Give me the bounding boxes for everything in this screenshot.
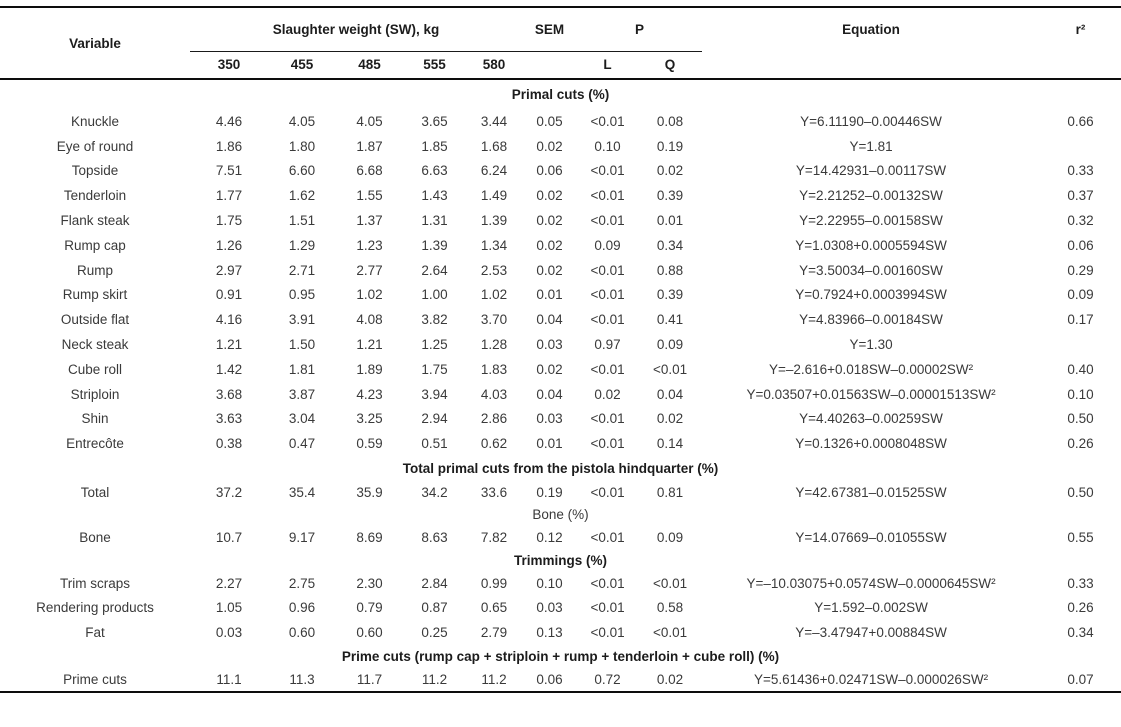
r2-cell: 0.17 xyxy=(1067,312,1094,328)
variable-cell: Total xyxy=(80,485,110,501)
value-485-cell: 35.9 xyxy=(356,485,383,501)
table-row xyxy=(0,159,1121,184)
value-485-cell: 4.08 xyxy=(356,312,383,328)
value-455-cell: 9.17 xyxy=(288,529,316,545)
equation-cell: Y=1.81 xyxy=(849,138,893,154)
value-555-cell: 11.2 xyxy=(403,667,466,692)
value-485-cell: 1.37 xyxy=(356,213,383,229)
sem-cell: 0.06 xyxy=(522,667,577,692)
value-350-cell: 1.26 xyxy=(215,237,243,253)
value-485-cell: 1.23 xyxy=(356,237,383,253)
value-485-cell: 1.02 xyxy=(356,287,383,303)
column-header-sw-485: 485 xyxy=(336,51,403,79)
r2-cell: 0.55 xyxy=(1067,529,1094,545)
r2-cell: 0.09 xyxy=(1067,287,1094,303)
p-linear-cell: <0.01 xyxy=(590,188,625,204)
value-555-cell: 3.94 xyxy=(421,386,448,402)
equation-cell: Y=5.61436+0.02471SW–0.000026SW² xyxy=(702,667,1040,692)
variable-cell: Rump cap xyxy=(64,237,126,253)
variable-cell: Prime cuts xyxy=(0,667,190,692)
p-quadratic-cell: 0.02 xyxy=(638,667,702,692)
value-350-cell: 0.03 xyxy=(215,625,243,641)
results-table xyxy=(0,6,1121,693)
sem-cell: 0.02 xyxy=(536,188,563,204)
value-485-cell: 4.05 xyxy=(356,113,383,129)
value-580-cell: 3.70 xyxy=(480,312,508,328)
value-555-cell: 0.51 xyxy=(421,436,448,452)
value-485-cell: 0.79 xyxy=(356,600,383,616)
section-title: Total primal cuts from the pistola hindquarter (%) xyxy=(402,460,719,476)
sem-cell: 0.02 xyxy=(536,213,563,229)
p-linear-cell: <0.01 xyxy=(590,600,625,616)
column-header-sem: SEM xyxy=(522,7,577,51)
p-linear-cell: <0.01 xyxy=(590,436,625,452)
p-linear-cell: 0.10 xyxy=(594,138,621,154)
value-455-cell: 1.62 xyxy=(288,188,316,204)
value-350-cell: 4.16 xyxy=(215,312,243,328)
p-linear-cell: <0.01 xyxy=(590,312,625,328)
value-350-cell: 37.2 xyxy=(215,485,243,501)
table-body xyxy=(0,79,1121,692)
p-quadratic-cell: 0.58 xyxy=(656,600,684,616)
sem-cell: 0.19 xyxy=(536,485,563,501)
variable-cell: Rump skirt xyxy=(62,287,128,303)
table-row xyxy=(0,407,1121,432)
value-455-cell: 3.04 xyxy=(288,411,316,427)
variable-cell: Bone xyxy=(79,529,111,545)
p-linear-cell: <0.01 xyxy=(590,163,625,179)
p-quadratic-cell: 0.41 xyxy=(656,312,684,328)
value-350-cell: 2.27 xyxy=(215,575,243,591)
value-350-cell: 7.51 xyxy=(215,163,243,179)
column-header-sw-555: 555 xyxy=(403,51,466,79)
sem-cell: 0.03 xyxy=(536,411,563,427)
value-350-cell: 1.21 xyxy=(215,337,243,353)
section-header-row xyxy=(0,79,1121,109)
value-580-cell: 2.53 xyxy=(480,262,508,278)
value-555-cell: 2.84 xyxy=(421,575,448,591)
section-header-row xyxy=(0,550,1121,571)
variable-cell: Striploin xyxy=(70,386,120,402)
section-header-row xyxy=(0,645,1121,667)
value-580-cell: 4.03 xyxy=(480,386,508,402)
sem-cell: 0.13 xyxy=(536,625,563,641)
value-555-cell: 3.65 xyxy=(421,113,448,129)
value-350-cell: 4.46 xyxy=(215,113,243,129)
sem-cell: 0.01 xyxy=(536,287,563,303)
value-485-cell: 8.69 xyxy=(356,529,383,545)
variable-cell: Fat xyxy=(85,625,105,641)
value-485-cell: 2.77 xyxy=(356,262,383,278)
sem-cell: 0.02 xyxy=(536,138,563,154)
header-row-groups xyxy=(0,7,1121,51)
section-header-row xyxy=(0,505,1121,525)
equation-cell: Y=2.21252–0.00132SW xyxy=(799,188,943,204)
value-580-cell: 0.99 xyxy=(480,575,508,591)
p-linear-cell: <0.01 xyxy=(590,113,625,129)
column-header-equation: Equation xyxy=(842,22,900,37)
column-header-r2-spacer xyxy=(1040,51,1121,79)
value-350-cell: 1.05 xyxy=(215,600,243,616)
value-555-cell: 8.63 xyxy=(421,529,448,545)
value-350-cell: 2.97 xyxy=(215,262,243,278)
value-580-cell: 1.68 xyxy=(480,138,508,154)
equation-cell: Y=14.42931–0.00117SW xyxy=(795,163,947,179)
r2-cell: 0.50 xyxy=(1067,485,1094,501)
value-580-cell: 2.86 xyxy=(480,411,508,427)
value-580-cell: 1.39 xyxy=(480,213,508,229)
p-quadratic-cell: <0.01 xyxy=(652,625,688,641)
value-555-cell: 2.94 xyxy=(421,411,448,427)
r2-cell: 0.66 xyxy=(1067,113,1094,129)
value-455-cell: 0.95 xyxy=(288,287,316,303)
value-485-cell: 6.68 xyxy=(356,163,383,179)
table-row xyxy=(0,480,1121,505)
value-580-cell: 7.82 xyxy=(480,529,508,545)
value-580-cell: 6.24 xyxy=(480,163,508,179)
equation-cell: Y=4.40263–0.00259SW xyxy=(799,411,943,427)
r2-cell: 0.26 xyxy=(1067,600,1094,616)
r2-cell: 0.33 xyxy=(1067,575,1094,591)
equation-cell: Y=42.67381–0.01525SW xyxy=(795,485,947,501)
equation-cell: Y=1.0308+0.0005594SW xyxy=(795,237,947,253)
p-quadratic-cell: 0.81 xyxy=(656,485,684,501)
value-455-cell: 1.80 xyxy=(288,138,316,154)
equation-cell: Y=2.22955–0.00158SW xyxy=(799,213,943,229)
value-455-cell: 2.71 xyxy=(288,262,316,278)
equation-cell: Y=–2.616+0.018SW–0.00002SW² xyxy=(768,361,974,377)
section-title: Bone (%) xyxy=(532,507,589,523)
value-485-cell: 11.7 xyxy=(336,667,403,692)
value-455-cell: 0.60 xyxy=(288,625,316,641)
p-linear-cell: <0.01 xyxy=(590,625,625,641)
variable-cell: Topside xyxy=(71,163,119,179)
equation-cell: Y=6.11190–0.00446SW xyxy=(800,113,942,129)
r2-cell: 0.07 xyxy=(1040,667,1121,692)
column-header-sem-spacer xyxy=(522,51,577,79)
value-485-cell: 4.23 xyxy=(356,386,383,402)
value-485-cell: 0.59 xyxy=(356,436,383,452)
r2-cell: 0.50 xyxy=(1067,411,1094,427)
sem-cell: 0.06 xyxy=(536,163,563,179)
variable-cell: Neck steak xyxy=(61,337,129,353)
r2-cell: 0.40 xyxy=(1067,361,1094,377)
section-title: Primal cuts (%) xyxy=(511,87,610,102)
p-linear-cell: <0.01 xyxy=(590,262,625,278)
value-580-cell: 2.79 xyxy=(480,625,508,641)
table-row xyxy=(0,667,1121,692)
variable-cell: Cube roll xyxy=(67,361,123,377)
p-quadratic-cell: 0.39 xyxy=(656,287,684,303)
value-555-cell: 1.25 xyxy=(421,337,448,353)
table-row xyxy=(0,620,1121,645)
value-580-cell: 11.2 xyxy=(466,667,522,692)
value-580-cell: 0.65 xyxy=(480,600,508,616)
value-350-cell: 3.63 xyxy=(215,411,243,427)
equation-cell: Y=14.07669–0.01055SW xyxy=(795,529,947,545)
value-485-cell: 1.89 xyxy=(356,361,383,377)
column-group-p: P xyxy=(577,7,702,51)
p-linear-cell: <0.01 xyxy=(590,361,625,377)
value-555-cell: 0.25 xyxy=(421,625,448,641)
value-455-cell: 35.4 xyxy=(288,485,316,501)
value-485-cell: 3.25 xyxy=(356,411,383,427)
variable-cell: Flank steak xyxy=(60,213,130,229)
column-group-slaughter-weight: Slaughter weight (SW), kg xyxy=(190,7,522,51)
r2-cell: 0.33 xyxy=(1067,163,1094,179)
variable-cell: Entrecôte xyxy=(66,436,124,452)
r2-cell: 0.32 xyxy=(1067,213,1094,229)
value-555-cell: 3.82 xyxy=(421,312,448,328)
column-header-sw-350: 350 xyxy=(190,51,268,79)
p-linear-cell: <0.01 xyxy=(590,575,625,591)
table-row xyxy=(0,283,1121,308)
column-header-variable: Variable xyxy=(0,7,190,79)
table-row xyxy=(0,382,1121,407)
sem-cell: 0.02 xyxy=(536,361,563,377)
value-555-cell: 34.2 xyxy=(421,485,448,501)
table-row xyxy=(0,357,1121,382)
value-580-cell: 1.34 xyxy=(480,237,508,253)
value-485-cell: 2.30 xyxy=(356,575,383,591)
column-header-equation-spacer xyxy=(702,51,1040,79)
equation-cell: Y=1.592–0.002SW xyxy=(814,600,928,616)
p-linear-cell: 0.97 xyxy=(594,337,621,353)
p-linear-cell: 0.02 xyxy=(594,386,621,402)
r2-cell xyxy=(1040,134,1121,159)
variable-cell: Rump xyxy=(76,262,113,278)
variable-cell: Eye of round xyxy=(56,138,134,154)
table-row xyxy=(0,431,1121,456)
column-header-r2: r² xyxy=(1075,22,1086,37)
value-580-cell: 3.44 xyxy=(480,113,508,129)
table-row xyxy=(0,208,1121,233)
column-header-sw-455: 455 xyxy=(268,51,336,79)
column-header-p-quadratic: Q xyxy=(638,51,702,79)
value-555-cell: 1.00 xyxy=(421,287,448,303)
p-quadratic-cell: 0.09 xyxy=(656,529,684,545)
p-linear-cell: <0.01 xyxy=(590,213,625,229)
value-485-cell: 0.60 xyxy=(356,625,383,641)
equation-cell: Y=0.1326+0.0008048SW xyxy=(795,436,947,452)
table-row xyxy=(0,183,1121,208)
table-header xyxy=(0,7,1121,79)
value-555-cell: 1.39 xyxy=(421,237,448,253)
value-455-cell: 6.60 xyxy=(288,163,316,179)
sem-cell: 0.12 xyxy=(536,529,563,545)
table-row xyxy=(0,332,1121,357)
sem-cell: 0.03 xyxy=(536,337,563,353)
equation-cell: Y=4.83966–0.00184SW xyxy=(799,312,943,328)
value-555-cell: 1.75 xyxy=(421,361,448,377)
sem-cell: 0.02 xyxy=(536,237,563,253)
value-580-cell: 1.49 xyxy=(480,188,508,204)
sem-cell: 0.03 xyxy=(536,600,563,616)
value-350-cell: 1.86 xyxy=(215,138,243,154)
value-485-cell: 1.87 xyxy=(356,138,383,154)
variable-cell: Trim scraps xyxy=(60,575,130,591)
column-header-sw-580: 580 xyxy=(466,51,522,79)
section-title: Trimmings (%) xyxy=(514,552,608,568)
p-quadratic-cell: 0.04 xyxy=(656,386,684,402)
value-455-cell: 3.87 xyxy=(288,386,316,402)
value-350-cell: 11.1 xyxy=(190,667,268,692)
r2-cell: 0.26 xyxy=(1067,436,1094,452)
value-455-cell: 1.29 xyxy=(288,237,316,253)
sem-cell: 0.05 xyxy=(536,113,563,129)
value-350-cell: 1.77 xyxy=(215,188,243,204)
table-row xyxy=(0,109,1121,134)
value-455-cell: 4.05 xyxy=(288,113,316,129)
table-row xyxy=(0,233,1121,258)
equation-cell: Y=3.50034–0.00160SW xyxy=(799,262,943,278)
section-header-row xyxy=(0,456,1121,480)
table-row xyxy=(0,258,1121,283)
value-555-cell: 0.87 xyxy=(421,600,448,616)
value-455-cell: 3.91 xyxy=(288,312,316,328)
value-580-cell: 1.83 xyxy=(480,361,508,377)
section-title: Prime cuts (rump cap + striploin + rump + tenderloin + cube roll) (%) xyxy=(341,648,780,664)
table-row xyxy=(0,134,1121,159)
value-485-cell: 1.55 xyxy=(356,188,383,204)
p-linear-cell: <0.01 xyxy=(590,485,625,501)
value-455-cell: 1.50 xyxy=(288,337,316,353)
value-455-cell: 1.81 xyxy=(288,361,316,377)
value-350-cell: 3.68 xyxy=(215,386,243,402)
p-quadratic-cell: 0.01 xyxy=(656,213,684,229)
r2-cell: 0.06 xyxy=(1067,237,1094,253)
table-row xyxy=(0,596,1121,621)
value-580-cell: 0.62 xyxy=(480,436,508,452)
r2-cell: 0.37 xyxy=(1067,188,1094,204)
r2-cell xyxy=(1040,332,1121,357)
column-header-p-linear: L xyxy=(577,51,638,79)
p-linear-cell: <0.01 xyxy=(590,287,625,303)
value-350-cell: 1.42 xyxy=(215,361,243,377)
sem-cell: 0.02 xyxy=(536,262,563,278)
value-350-cell: 10.7 xyxy=(215,529,243,545)
p-linear-cell: 0.09 xyxy=(594,237,621,253)
value-455-cell: 0.96 xyxy=(288,600,316,616)
value-555-cell: 1.31 xyxy=(421,213,448,229)
p-quadratic-cell: 0.39 xyxy=(656,188,684,204)
value-350-cell: 1.75 xyxy=(215,213,243,229)
value-580-cell: 1.02 xyxy=(480,287,508,303)
value-555-cell: 2.64 xyxy=(421,262,448,278)
value-455-cell: 2.75 xyxy=(288,575,316,591)
p-linear-cell: <0.01 xyxy=(590,529,625,545)
p-linear-cell: <0.01 xyxy=(590,411,625,427)
p-quadratic-cell: 0.09 xyxy=(656,337,684,353)
p-quadratic-cell: 0.14 xyxy=(656,436,684,452)
value-580-cell: 1.28 xyxy=(480,337,508,353)
sem-cell: 0.04 xyxy=(536,312,563,328)
r2-cell: 0.10 xyxy=(1067,386,1094,402)
r2-cell: 0.29 xyxy=(1067,262,1094,278)
p-linear-cell: 0.72 xyxy=(577,667,638,692)
equation-cell: Y=1.30 xyxy=(849,337,893,353)
value-350-cell: 0.91 xyxy=(215,287,243,303)
equation-cell: Y=–10.03075+0.0574SW–0.0000645SW² xyxy=(746,575,996,591)
equation-cell: Y=–3.47947+0.00884SW xyxy=(795,625,947,641)
p-quadratic-cell: 0.02 xyxy=(656,411,684,427)
value-555-cell: 6.63 xyxy=(421,163,448,179)
value-485-cell: 1.21 xyxy=(356,337,383,353)
variable-cell: Rendering products xyxy=(36,600,154,616)
equation-cell: Y=0.03507+0.01563SW–0.00001513SW² xyxy=(746,386,996,402)
p-quadratic-cell: 0.02 xyxy=(656,163,684,179)
p-quadratic-cell: 0.34 xyxy=(656,237,684,253)
value-580-cell: 33.6 xyxy=(480,485,508,501)
table-row xyxy=(0,525,1121,550)
sem-cell: 0.10 xyxy=(536,575,563,591)
value-555-cell: 1.43 xyxy=(421,188,448,204)
value-555-cell: 1.85 xyxy=(421,138,448,154)
variable-cell: Shin xyxy=(81,411,109,427)
p-quadratic-cell: 0.19 xyxy=(656,138,684,154)
p-quadratic-cell: <0.01 xyxy=(652,575,688,591)
sem-cell: 0.04 xyxy=(536,386,563,402)
sem-cell: 0.01 xyxy=(536,436,563,452)
p-quadratic-cell: 0.88 xyxy=(656,262,684,278)
variable-cell: Outside flat xyxy=(60,312,130,328)
table-row xyxy=(0,571,1121,596)
value-455-cell: 0.47 xyxy=(288,436,316,452)
p-quadratic-cell: 0.08 xyxy=(656,113,684,129)
r2-cell: 0.34 xyxy=(1067,625,1094,641)
p-quadratic-cell: <0.01 xyxy=(652,361,688,377)
equation-cell: Y=0.7924+0.0003994SW xyxy=(795,287,947,303)
variable-cell: Knuckle xyxy=(70,113,120,129)
value-455-cell: 11.3 xyxy=(268,667,336,692)
value-455-cell: 1.51 xyxy=(288,213,316,229)
table-row xyxy=(0,307,1121,332)
variable-cell: Tenderloin xyxy=(63,188,127,204)
value-350-cell: 0.38 xyxy=(215,436,243,452)
